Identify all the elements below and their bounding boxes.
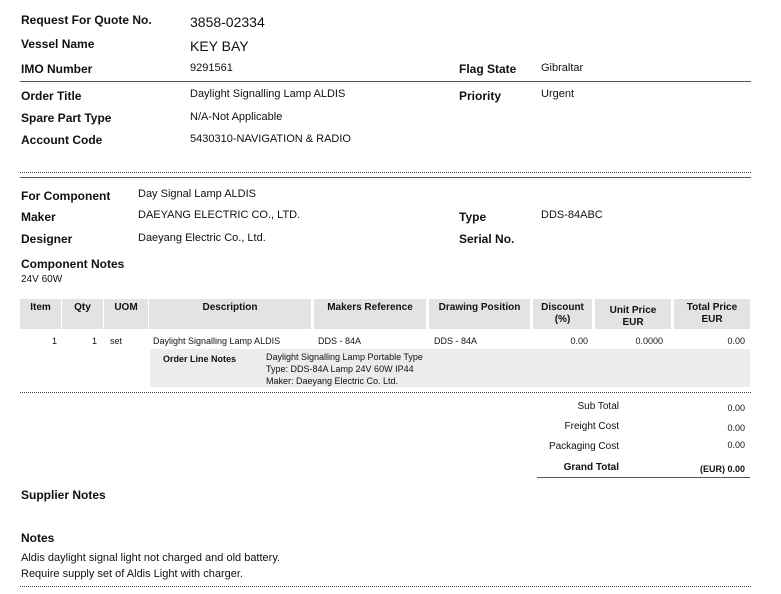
col-header-uom: UOM [104, 299, 148, 329]
col-header-description: Description [149, 299, 311, 329]
row-description: Daylight Signalling Lamp ALDIS [153, 336, 281, 346]
spare-part-type-value: N/A-Not Applicable [190, 111, 283, 123]
row-uom: set [110, 336, 123, 346]
sub-total-value: 0.00 [727, 403, 745, 413]
col-header-drawing-position: Drawing Position [429, 299, 530, 329]
type-value: DDS-84ABC [541, 209, 603, 221]
maker-value: DAEYANG ELECTRIC CO., LTD. [138, 209, 301, 221]
supplier-notes-label: Supplier Notes [21, 488, 106, 502]
designer-label: Designer [21, 232, 73, 246]
account-code-label: Account Code [21, 133, 103, 147]
divider [20, 81, 751, 82]
flag-state-label: Flag State [459, 62, 517, 76]
component-notes-value: 24V 60W [21, 274, 63, 285]
col-header-total-price-line2: EUR [701, 314, 723, 325]
row-total-price: 0.00 [727, 336, 745, 346]
rfq-value: 3858-02334 [190, 14, 265, 30]
grand-total-value: (EUR) 0.00 [699, 464, 745, 474]
imo-number-value: 9291561 [190, 62, 233, 74]
col-header-total-price [674, 299, 750, 329]
dotted-divider [20, 172, 751, 173]
order-line-notes-line3: Maker: Daeyang Electric Co. Ltd. [266, 376, 399, 386]
row-discount: 0.00 [570, 336, 588, 346]
for-component-value: Day Signal Lamp ALDIS [138, 188, 257, 200]
col-header-discount-line1: Discount [541, 302, 584, 313]
dotted-divider [20, 392, 751, 393]
serial-no-label: Serial No. [459, 232, 515, 246]
vessel-name-value: KEY BAY [190, 38, 249, 54]
freight-cost-label: Freight Cost [564, 421, 619, 432]
component-notes-label: Component Notes [21, 257, 125, 271]
grand-total-rule [537, 477, 750, 478]
flag-state-value: Gibraltar [541, 62, 584, 74]
notes-line-2: Require supply set of Aldis Light with charger. [21, 568, 243, 580]
col-header-unit-price-line2: EUR [622, 317, 644, 328]
row-qty: 1 [91, 336, 97, 346]
row-drawing-position: DDS - 84A [434, 336, 478, 346]
col-header-discount [533, 299, 592, 329]
for-component-label: For Component [21, 189, 111, 203]
order-title-label: Order Title [21, 89, 82, 103]
designer-value: Daeyang Electric Co., Ltd. [138, 232, 266, 244]
col-header-unit-price-line1: Unit Price [609, 305, 657, 316]
dotted-divider [20, 586, 751, 587]
order-line-notes-label: Order Line Notes [163, 354, 237, 364]
type-label: Type [459, 210, 487, 224]
freight-cost-value: 0.00 [727, 423, 745, 433]
vessel-name-label: Vessel Name [21, 37, 95, 51]
spare-part-type-label: Spare Part Type [21, 111, 112, 125]
order-title-value: Daylight Signalling Lamp ALDIS [190, 88, 346, 100]
notes-label: Notes [21, 531, 55, 545]
order-line-notes-line2: Type: DDS-84A Lamp 24V 60W IP44 [266, 364, 414, 374]
col-header-makers-reference: Makers Reference [314, 299, 426, 329]
priority-label: Priority [459, 89, 502, 103]
row-item: 1 [51, 336, 57, 346]
row-makers-reference: DDS - 84A [318, 336, 362, 346]
divider [20, 177, 751, 178]
packaging-cost-value: 0.00 [727, 440, 745, 450]
sub-total-label: Sub Total [577, 401, 619, 412]
packaging-cost-label: Packaging Cost [548, 441, 619, 452]
account-code-value: 5430310-NAVIGATION & RADIO [190, 133, 351, 145]
maker-label: Maker [21, 210, 56, 224]
notes-line-1: Aldis daylight signal light not charged and old battery. [21, 552, 281, 564]
order-line-notes-box [150, 349, 750, 387]
col-header-qty: Qty [62, 299, 103, 329]
col-header-unit-price [595, 299, 671, 329]
grand-total-label: Grand Total [563, 462, 619, 473]
order-line-notes-line1: Daylight Signalling Lamp Portable Type [266, 352, 423, 362]
row-unit-price: 0.0000 [635, 336, 663, 346]
col-header-discount-line2: (%) [554, 314, 571, 325]
col-header-item: Item [20, 299, 61, 329]
rfq-label: Request For Quote No. [21, 13, 152, 27]
imo-number-label: IMO Number [21, 62, 93, 76]
col-header-total-price-line1: Total Price [686, 302, 738, 313]
priority-value: Urgent [541, 88, 575, 100]
